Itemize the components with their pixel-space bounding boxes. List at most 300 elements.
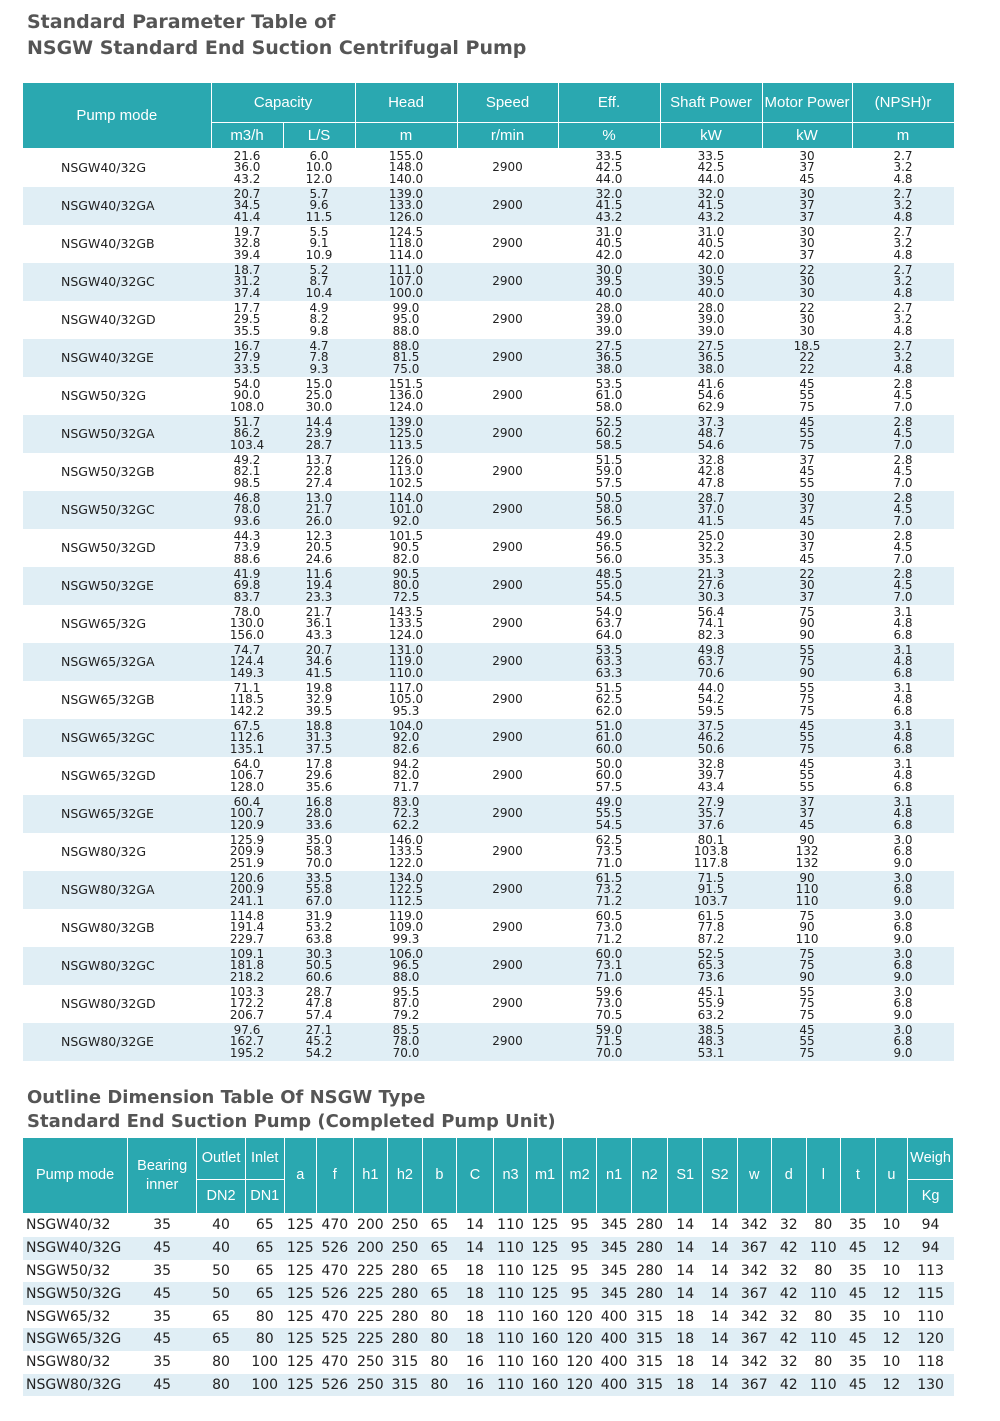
dim-value-cell: 12 [875, 1237, 908, 1260]
dim-value-cell: 42 [772, 1374, 807, 1397]
capacity-ls-cell [283, 719, 355, 757]
head-cell-value: 124.0 [388, 627, 424, 642]
speed-cell: 2900 [457, 1023, 558, 1061]
param-row [23, 605, 954, 643]
capacity-m3h-cell-value: 82.1 [233, 464, 261, 479]
motor-power-cell-value: 110 [795, 882, 819, 897]
dim-value-cell: 280 [636, 1217, 664, 1234]
motor-power-cell-value: 55 [799, 426, 815, 441]
dim-header-s1: S1 [668, 1138, 703, 1214]
dim-value-cell: 250 [388, 1237, 423, 1260]
pump-mode-cell: NSGW80/32GE [23, 1023, 211, 1061]
head-cell-value: 99.3 [392, 931, 420, 946]
capacity-ls-cell-value: 58.3 [305, 844, 333, 859]
eff-cell-value: 54.5 [595, 817, 623, 832]
capacity-ls-cell-value: 33.6 [305, 817, 333, 832]
capacity-m3h-cell-value: 120.6 [229, 871, 265, 886]
head-cell-value: 99.0 [392, 301, 420, 316]
dim-row [23, 1328, 954, 1351]
capacity-ls-cell-value: 28.7 [305, 437, 333, 452]
capacity-ls-cell-value: 5.2 [309, 263, 329, 278]
npsh-cell-value: 4.8 [893, 654, 913, 669]
capacity-m3h-cell-value: 83.7 [233, 589, 261, 604]
motor-power-cell [762, 491, 852, 529]
motor-power-cell [762, 643, 852, 681]
dim-header-a: a [284, 1138, 317, 1214]
head-cell [355, 871, 457, 909]
dim-value-cell: 280 [636, 1262, 664, 1279]
dim-value-cell: 14 [710, 1217, 729, 1234]
capacity-ls-cell-value: 4.9 [309, 301, 329, 316]
capacity-ls-cell-value: 33.5 [305, 871, 333, 886]
head-cell-value: 139.0 [388, 415, 424, 430]
capacity-ls-cell-value: 5.5 [309, 225, 329, 240]
npsh-cell-value: 2.7 [893, 301, 913, 316]
shaft-power-cell-value: 40.5 [697, 236, 725, 251]
capacity-m3h-cell [211, 871, 283, 909]
npsh-cell-value: 4.8 [893, 171, 913, 186]
eff-cell-value: 43.2 [595, 209, 623, 224]
shaft-power-cell-value: 59.5 [697, 703, 725, 718]
npsh-cell-value: 4.8 [893, 692, 913, 707]
capacity-ls-cell [283, 605, 355, 643]
dim-value-cell: 40 [197, 1237, 246, 1260]
dim-value-cell: 125 [528, 1237, 563, 1260]
head-cell-value: 100.0 [388, 285, 424, 300]
shaft-power-cell-value: 56.4 [697, 605, 725, 620]
shaft-power-cell [660, 339, 762, 377]
capacity-m3h-cell-value: 46.8 [233, 491, 261, 506]
dim-value-cell: 342 [740, 1262, 768, 1279]
head-cell [355, 453, 457, 491]
dim-value-cell: 526 [317, 1237, 354, 1260]
dim-value-cell: 525 [317, 1328, 354, 1351]
head-cell [355, 643, 457, 681]
capacity-ls-cell-value: 39.5 [305, 703, 333, 718]
dim-value-cell: 342 [740, 1308, 768, 1325]
pump-mode-cell: NSGW40/32GC [23, 263, 211, 301]
eff-cell-value: 63.3 [595, 665, 623, 680]
motor-power-cell [762, 187, 852, 225]
capacity-m3h-cell-value: 31.2 [233, 274, 261, 289]
dim-value-cell: 42 [772, 1282, 807, 1305]
eff-cell-value: 60.0 [595, 947, 623, 962]
capacity-m3h-cell-value: 51.7 [233, 415, 261, 430]
npsh-cell-value: 4.5 [893, 578, 913, 593]
capacity-m3h-cell-value: 98.5 [233, 475, 261, 490]
dim-header-l: l [806, 1138, 841, 1214]
pump-mode-cell: NSGW50/32GC [23, 491, 211, 529]
capacity-ls-cell-value: 14.4 [305, 415, 333, 430]
dim-value-cell: 10 [882, 1308, 901, 1325]
dim-value-cell: 80 [814, 1262, 833, 1279]
dim-row [23, 1374, 954, 1397]
speed-cell: 2900 [457, 491, 558, 529]
dim-value-cell: 80 [212, 1354, 230, 1371]
head-cell-value: 72.5 [392, 589, 420, 604]
dim-value-cell: 400 [597, 1328, 632, 1351]
motor-power-cell-value: 55 [799, 388, 815, 403]
eff-cell-value: 56.0 [595, 551, 623, 566]
shaft-power-cell [660, 529, 762, 567]
dim-value-cell: 280 [631, 1237, 668, 1260]
dim-value-cell: 65 [245, 1282, 284, 1305]
capacity-m3h-cell-value: 88.6 [233, 551, 261, 566]
head-cell [355, 225, 457, 263]
param-row [23, 833, 954, 871]
head-cell-value: 110.0 [388, 665, 424, 680]
dim-row [23, 1214, 954, 1237]
npsh-cell-value: 4.5 [893, 388, 913, 403]
dim-value-cell: 280 [391, 1262, 419, 1279]
capacity-ls-cell-value: 11.5 [305, 209, 333, 224]
capacity-ls-cell [283, 149, 355, 188]
shaft-power-cell-value: 54.6 [697, 388, 725, 403]
pump-mode-cell: NSGW40/32G [61, 160, 147, 176]
capacity-m3h-cell-value: 130.0 [229, 616, 265, 631]
capacity-m3h-cell-value: 19.7 [233, 225, 261, 240]
capacity-ls-cell-value: 25.0 [305, 388, 333, 403]
npsh-cell-value: 4.8 [893, 209, 913, 224]
npsh-cell [852, 909, 954, 947]
capacity-m3h-cell-value: 181.8 [229, 958, 265, 973]
motor-power-cell-value: 55 [799, 475, 815, 490]
dim-value-cell: 345 [597, 1282, 632, 1305]
motor-power-cell-value: 30 [799, 312, 815, 327]
capacity-ls-cell-value: 35.6 [305, 779, 333, 794]
shaft-power-cell [660, 225, 762, 263]
dim-header-weigh: Weigh [908, 1138, 954, 1180]
dim-value-cell: 45 [841, 1374, 876, 1397]
motor-power-cell-value: 37 [799, 795, 815, 810]
eff-cell-value: 51.5 [595, 681, 623, 696]
head-cell [355, 567, 457, 605]
motor-power-cell-value: 45 [799, 464, 815, 479]
dim-value-cell: 225 [356, 1262, 384, 1279]
shaft-power-cell-value: 43.2 [697, 209, 725, 224]
capacity-ls-cell-value: 67.0 [305, 893, 333, 908]
dim-value-cell: 367 [737, 1328, 772, 1351]
eff-cell [558, 529, 660, 567]
capacity-ls-cell-value: 15.0 [305, 377, 333, 392]
shaft-power-cell-value: 41.5 [697, 513, 725, 528]
speed-cell: 2900 [457, 643, 558, 681]
npsh-cell-value: 6.8 [893, 958, 913, 973]
head-cell-value: 88.0 [392, 969, 420, 984]
head-cell [355, 795, 457, 833]
unit-eff: % [558, 123, 660, 149]
head-cell-value: 95.3 [392, 703, 420, 718]
eff-cell-value: 73.0 [595, 996, 623, 1011]
motor-power-cell [762, 719, 852, 757]
header-shaft-power: Shaft Power [660, 83, 762, 123]
head-cell-value: 126.0 [388, 453, 424, 468]
npsh-cell-value: 3.0 [893, 947, 913, 962]
capacity-m3h-cell-value: 118.5 [229, 692, 265, 707]
dim-value-cell: 80 [197, 1374, 246, 1397]
npsh-cell-value: 2.8 [893, 567, 913, 582]
capacity-m3h-cell-value: 120.9 [229, 817, 265, 832]
dim-value-cell: 80 [814, 1308, 833, 1325]
npsh-cell-value: 2.7 [893, 225, 913, 240]
npsh-cell-value: 6.8 [893, 741, 913, 756]
eff-cell-value: 71.0 [595, 855, 623, 870]
shaft-power-cell-value: 46.2 [697, 730, 725, 745]
shaft-power-cell-value: 45.1 [697, 985, 725, 1000]
eff-cell-value: 59.0 [595, 1023, 623, 1038]
npsh-cell-value: 3.1 [893, 605, 913, 620]
capacity-m3h-cell-value: 34.5 [233, 198, 261, 213]
capacity-ls-cell-value: 47.8 [305, 996, 333, 1011]
shaft-power-cell-value: 32.2 [697, 540, 725, 555]
capacity-m3h-cell-value: 114.8 [229, 909, 265, 924]
shaft-power-cell-value: 37.0 [697, 502, 725, 517]
shaft-power-cell-value: 47.8 [697, 475, 725, 490]
dim-value-cell: 315 [388, 1374, 423, 1397]
motor-power-cell-value: 90 [799, 616, 815, 631]
head-cell-value: 90.5 [392, 567, 420, 582]
capacity-m3h-cell-value: 20.7 [233, 187, 261, 202]
eff-cell [558, 985, 660, 1023]
eff-cell-value: 60.2 [595, 426, 623, 441]
dim-value-cell: 225 [356, 1308, 384, 1325]
capacity-ls-cell-value: 9.8 [309, 323, 329, 338]
dim-value-cell: 80 [814, 1354, 833, 1371]
head-cell-value: 62.2 [392, 817, 420, 832]
npsh-cell-value: 7.0 [893, 475, 913, 490]
speed-cell: 2900 [457, 415, 558, 453]
capacity-ls-cell-value: 12.0 [305, 171, 333, 186]
dim-value-cell: 12 [875, 1282, 908, 1305]
eff-cell-value: 33.5 [595, 149, 623, 164]
head-cell-value: 124.5 [388, 225, 424, 240]
shaft-power-cell [660, 681, 762, 719]
header-capacity: Capacity [211, 83, 355, 123]
shaft-power-cell-value: 30.0 [697, 263, 725, 278]
head-cell-value: 101.5 [388, 529, 424, 544]
shaft-power-cell-value: 39.5 [697, 274, 725, 289]
capacity-ls-cell-value: 16.8 [305, 795, 333, 810]
head-cell-value: 90.5 [392, 540, 420, 555]
head-cell-value: 71.7 [392, 779, 420, 794]
dim-value-cell: 14 [702, 1374, 737, 1397]
shaft-power-cell [660, 909, 762, 947]
head-cell [355, 1023, 457, 1061]
capacity-m3h-cell [211, 947, 283, 985]
capacity-ls-cell [283, 947, 355, 985]
dim-value-cell: 32 [779, 1262, 798, 1279]
dim-header-m2: m2 [562, 1138, 597, 1214]
outline-table-title-line1: Outline Dimension Table Of NSGW Type [27, 1087, 426, 1108]
dim-pump-mode-cell: NSGW50/32 [26, 1262, 111, 1279]
motor-power-cell-value: 90 [799, 920, 815, 935]
capacity-ls-cell [283, 415, 355, 453]
speed-cell: 2900 [457, 947, 558, 985]
dim-value-cell: 35 [848, 1308, 867, 1325]
capacity-m3h-cell [211, 225, 283, 263]
dim-value-cell: 250 [356, 1354, 384, 1371]
head-cell-value: 94.2 [392, 757, 420, 772]
speed-cell: 2900 [457, 795, 558, 833]
npsh-cell-value: 2.7 [893, 149, 913, 164]
eff-cell-value: 32.0 [595, 187, 623, 202]
capacity-ls-cell-value: 6.0 [309, 149, 329, 164]
npsh-cell-value: 4.8 [893, 768, 913, 783]
shaft-power-cell-value: 49.8 [697, 643, 725, 658]
eff-cell-value: 58.0 [595, 399, 623, 414]
pump-mode-cell: NSGW50/32GA [23, 415, 211, 453]
capacity-m3h-cell-value: 106.7 [229, 768, 265, 783]
dim-value-cell: 14 [710, 1262, 729, 1279]
head-cell-value: 151.5 [388, 377, 424, 392]
param-row [23, 377, 954, 415]
head-cell-value: 134.0 [388, 871, 424, 886]
capacity-m3h-cell-value: 90.0 [233, 388, 261, 403]
motor-power-cell-value: 90 [799, 871, 815, 886]
capacity-ls-cell-value: 30.3 [305, 947, 333, 962]
shaft-power-cell-value: 103.7 [693, 893, 729, 908]
eff-cell-value: 60.5 [595, 909, 623, 924]
dim-value-cell: 18 [676, 1308, 695, 1325]
dim-value-cell: 80 [245, 1328, 284, 1351]
npsh-cell-value: 3.2 [893, 312, 913, 327]
shaft-power-cell-value: 40.0 [697, 285, 725, 300]
dim-value-cell: 125 [531, 1217, 559, 1234]
dim-header-w: w [737, 1138, 772, 1214]
motor-power-cell-value: 75 [799, 437, 815, 452]
capacity-m3h-cell-value: 35.5 [233, 323, 261, 338]
npsh-cell-value: 9.0 [893, 855, 913, 870]
dim-value-cell: 45 [128, 1282, 197, 1305]
capacity-m3h-cell [211, 681, 283, 719]
dim-pump-mode-cell: NSGW50/32G [23, 1282, 128, 1305]
dim-value-cell: 470 [321, 1308, 349, 1325]
npsh-cell-value: 4.5 [893, 426, 913, 441]
npsh-cell-value: 3.0 [893, 909, 913, 924]
npsh-cell-value: 3.2 [893, 198, 913, 213]
shaft-power-cell-value: 32.8 [697, 757, 725, 772]
capacity-m3h-cell [211, 377, 283, 415]
motor-power-cell-value: 37 [799, 540, 815, 555]
param-row [23, 985, 954, 1023]
motor-power-cell [762, 871, 852, 909]
capacity-ls-cell-value: 19.8 [305, 681, 333, 696]
shaft-power-cell [660, 415, 762, 453]
capacity-m3h-cell-value: 97.6 [233, 1023, 261, 1038]
capacity-m3h-cell-value: 241.1 [229, 893, 265, 908]
dim-value-cell: 118 [917, 1354, 944, 1371]
capacity-m3h-cell-value: 27.9 [233, 350, 261, 365]
npsh-cell [852, 453, 954, 491]
npsh-cell-value: 6.8 [893, 882, 913, 897]
motor-power-cell-value: 45 [799, 513, 815, 528]
capacity-m3h-cell-value: 74.7 [233, 643, 261, 658]
dim-value-cell: 45 [128, 1328, 197, 1351]
unit-motor: kW [762, 123, 852, 149]
eff-cell [558, 339, 660, 377]
speed-cell: 2900 [457, 187, 558, 225]
unit-ls: L/S [283, 123, 355, 149]
param-row [23, 339, 954, 377]
param-row [23, 149, 954, 188]
capacity-m3h-cell-value: 36.0 [233, 160, 261, 175]
capacity-m3h-cell-value: 142.2 [229, 703, 265, 718]
param-row [23, 909, 954, 947]
capacity-m3h-cell-value: 29.5 [233, 312, 261, 327]
capacity-ls-cell-value: 31.9 [305, 909, 333, 924]
eff-cell-value: 55.0 [595, 578, 623, 593]
npsh-cell [852, 377, 954, 415]
pump-mode-cell: NSGW40/32GE [23, 339, 211, 377]
capacity-m3h-cell [211, 643, 283, 681]
motor-power-cell-value: 45 [799, 1023, 815, 1038]
motor-power-cell-value: 30 [799, 236, 815, 251]
head-cell-value: 122.5 [388, 882, 424, 897]
dim-value-cell: 45 [841, 1237, 876, 1260]
motor-power-cell-value: 37 [799, 198, 815, 213]
head-cell-value: 92.0 [392, 513, 420, 528]
npsh-cell [852, 681, 954, 719]
head-cell-value: 113.0 [388, 464, 424, 479]
eff-cell-value: 70.5 [595, 1007, 623, 1022]
capacity-m3h-cell-value: 71.1 [233, 681, 261, 696]
npsh-cell-value: 3.2 [893, 350, 913, 365]
eff-cell-value: 71.2 [595, 893, 623, 908]
dim-value-cell: 125 [284, 1282, 317, 1305]
capacity-ls-cell-value: 27.4 [305, 475, 333, 490]
dim-value-cell: 65 [255, 1262, 274, 1279]
capacity-ls-cell-value: 50.5 [305, 958, 333, 973]
dim-value-cell: 45 [841, 1328, 876, 1351]
npsh-cell-value: 6.8 [893, 779, 913, 794]
eff-cell [558, 833, 660, 871]
head-cell-value: 125.0 [388, 426, 424, 441]
dim-value-cell: 315 [636, 1354, 664, 1371]
npsh-cell [852, 1023, 954, 1061]
dim-row [23, 1305, 954, 1328]
shaft-power-cell-value: 39.0 [697, 323, 725, 338]
npsh-cell-value: 7.0 [893, 513, 913, 528]
motor-power-cell-value: 90 [799, 665, 815, 680]
capacity-m3h-cell-value: 69.8 [233, 578, 261, 593]
dim-pump-mode-cell: NSGW65/32G [23, 1328, 128, 1351]
shaft-power-cell [660, 187, 762, 225]
shaft-power-cell-value: 91.5 [697, 882, 725, 897]
capacity-ls-cell [283, 985, 355, 1023]
dim-value-cell: 125 [286, 1308, 314, 1325]
shaft-power-cell-value: 33.5 [697, 149, 725, 164]
npsh-cell-value: 2.8 [893, 415, 913, 430]
dim-value-cell: 125 [286, 1354, 314, 1371]
capacity-m3h-cell-value: 60.4 [233, 795, 261, 810]
capacity-ls-cell-value: 27.1 [305, 1023, 333, 1038]
capacity-ls-cell-value: 19.4 [305, 578, 333, 593]
capacity-m3h-cell-value: 78.0 [233, 502, 261, 517]
eff-cell-value: 73.5 [595, 844, 623, 859]
motor-power-cell-value: 37 [799, 502, 815, 517]
npsh-cell-value: 6.8 [893, 817, 913, 832]
shaft-power-cell-value: 63.2 [697, 1007, 725, 1022]
dim-value-cell: 45 [841, 1282, 876, 1305]
dim-value-cell: 367 [737, 1282, 772, 1305]
eff-cell-value: 38.0 [595, 361, 623, 376]
dim-value-cell: 160 [531, 1354, 559, 1371]
capacity-m3h-cell-value: 218.2 [229, 969, 265, 984]
unit-shaft: kW [660, 123, 762, 149]
npsh-cell-value: 6.8 [893, 703, 913, 718]
motor-power-cell-value: 75 [799, 692, 815, 707]
capacity-ls-cell [283, 643, 355, 681]
